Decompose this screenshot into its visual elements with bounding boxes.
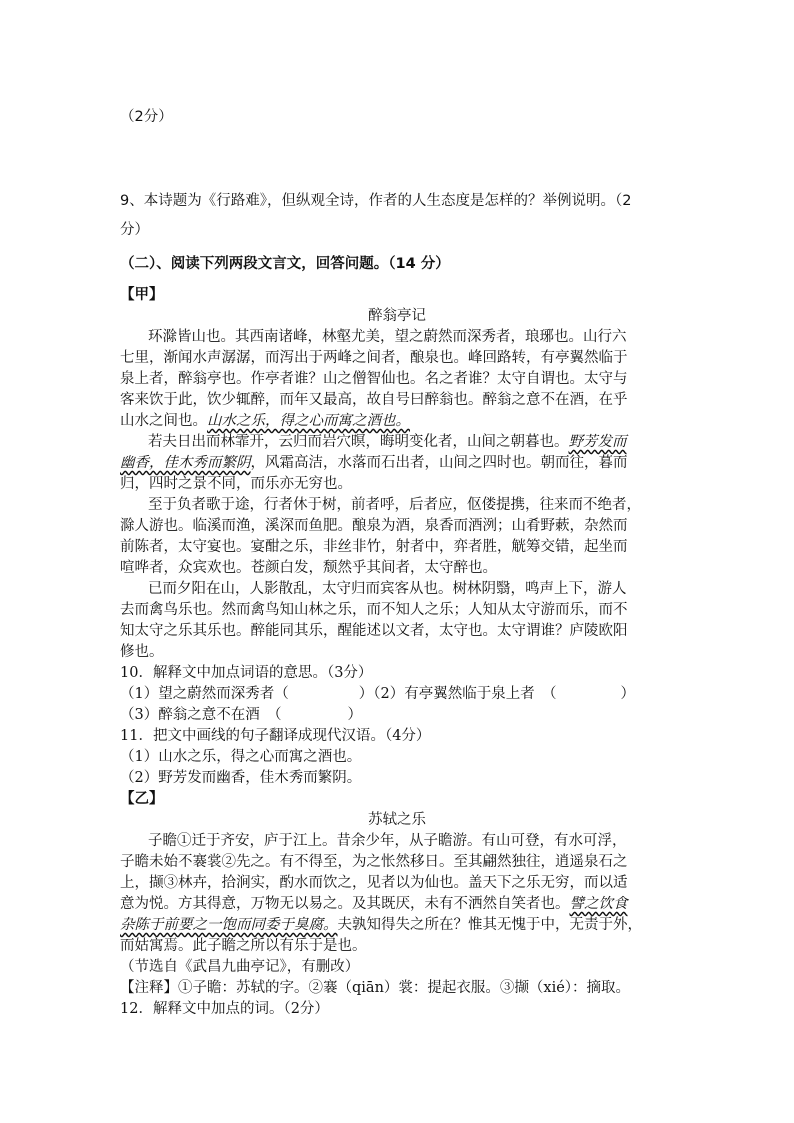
jia-text: 若夫日出而林霏开，云归而岩穴暝，晦明变化者，山间之朝暮也。 — [148, 434, 569, 450]
question-12-stem: 12．解释文中加点的词。（2分） — [120, 1001, 329, 1017]
yi-line: 而姑寓焉。此子瞻之所以有乐于是也。 — [120, 938, 367, 954]
passage-jia-title: 醉翁亭记 — [368, 308, 426, 324]
yi-text: 夫孰知得失之所在？惟其无愧于中，无责于外， — [337, 917, 642, 933]
q10-item3-close: ） — [347, 707, 362, 723]
q10-item2: （2）有亭翼然临于泉上者 （ — [373, 686, 557, 702]
jia-line — [120, 410, 410, 432]
jia-line: 修也。 — [120, 644, 164, 660]
question-9-line2: 分） — [120, 222, 149, 238]
jia-line: 至于负者歌于途，行者休于树，前者呼，后者应，伛偻提携，往来而不绝者， — [148, 497, 641, 513]
jia-line: 泉上者，醉翁亭也。作亭者谁？山之僧智仙也。名之者谁？太守自谓也。太守与 — [120, 371, 628, 387]
jia-text: ，风霜高洁，水落而石出者，山间之四时也。朝而往，暮而 — [250, 455, 628, 471]
yi-underlined-sentence: 譬之饮食 — [569, 896, 628, 912]
yi-text: 意为悦。方其得意，万物无以易之。及其既厌，未有不洒然自笑者也。 — [120, 896, 570, 912]
jia-line: 客来饮于此，饮少辄醉，而年又最高，故自号曰醉翁也。醉翁之意不在酒，在乎 — [120, 392, 628, 408]
jia-line: 七里，渐闻水声潺潺，而泻出于两峰之间者，酿泉也。峰回路转，有亭翼然临于 — [120, 350, 628, 366]
jia-text: 山水之间也。 — [120, 413, 207, 429]
jia-line: 去而禽鸟乐也。然而禽鸟知山林之乐，而不知人之乐；人知从太守游而乐，而不 — [120, 602, 628, 618]
underlined-sentence-2: 野芳发而 — [568, 434, 627, 450]
jia-line: 滁人游也。临溪而渔，溪深而鱼肥。酿泉为酒，泉香而酒洌；山肴野蔌，杂然而 — [120, 518, 628, 534]
passage-yi-title: 苏轼之乐 — [368, 812, 426, 828]
section-2-heading: （二）、阅读下列两段文言文，回答问题。（14 分） — [120, 256, 450, 272]
question-10-items-row2 — [120, 704, 362, 726]
q10-item2-close: ） — [620, 686, 635, 702]
jia-line: 知太守之乐其乐也。醉能同其乐，醒能述以文者，太守也。太守谓谁？庐陵欧阳 — [120, 623, 628, 639]
jia-line: 喧哗者，众宾欢也。苍颜白发，颓然乎其间者，太守醉也。 — [120, 560, 497, 576]
question-9-line1: 9、本诗题为《行路难》，但纵观全诗，作者的人生态度是怎样的？举例说明。（2 — [120, 193, 632, 209]
q10-item3: （3）醉翁之意不在酒 （ — [120, 707, 282, 723]
yi-annotation: 【注释】①子瞻：苏轼的字。②褰（qiān）裳：提起衣服。③撷（xié）：摘取。 — [120, 980, 631, 996]
jia-line — [120, 452, 628, 474]
underlined-sentence-1: 山水之乐，得之心而寓之酒也。 — [207, 413, 410, 429]
previous-question-score: （2分） — [120, 109, 173, 125]
yi-line — [120, 914, 642, 936]
jia-line: 环滁皆山也。其西南诸峰，林壑尤美，望之蔚然而深秀者，琅琊也。山行六 — [148, 329, 627, 345]
question-11-item2: （2）野芳发而幽香，佳木秀而繁阴。 — [120, 770, 362, 786]
q10-item1: （1）望之蔚然而深秀者（ — [120, 686, 289, 702]
underlined-sentence-2-cont: 幽香，佳木秀而繁阴 — [120, 455, 251, 471]
passage-yi-label: 【乙】 — [120, 791, 164, 807]
jia-line: 归，四时之景不同，而乐亦无穷也。 — [120, 476, 352, 492]
yi-underlined-sentence-cont: 杂陈于前要之一饱而同委于臭腐。 — [120, 917, 338, 933]
jia-line — [148, 431, 627, 453]
yi-source: （节选自《武昌九曲亭记》，有删改） — [120, 959, 360, 975]
jia-line: 已而夕阳在山，人影散乱，太守归而宾客从也。树林阴翳，鸣声上下，游人 — [148, 581, 627, 597]
question-10-stem: 10．解释文中加点词语的意思。（3分） — [120, 665, 373, 681]
question-11-stem: 11．把文中画线的句子翻译成现代汉语。（4分） — [120, 728, 431, 744]
yi-line: 上，撷③林卉，拾涧实，酌水而饮之，见者以为仙也。盖天下之乐无穷，而以适 — [120, 875, 628, 891]
question-10-items-row1 — [120, 683, 635, 705]
yi-line — [120, 893, 628, 915]
yi-line: 子瞻①迁于齐安，庐于江上。昔余少年，从子瞻游。有山可登，有水可浮， — [148, 833, 627, 849]
yi-line: 子瞻未始不褰裳②先之。有不得至，为之怅然移日。至其翩然独往，逍遥泉石之 — [120, 854, 628, 870]
jia-line: 前陈者，太守宴也。宴酣之乐，非丝非竹，射者中，弈者胜，觥筹交错，起坐而 — [120, 539, 628, 555]
question-11-item1: （1）山水之乐，得之心而寓之酒也。 — [120, 749, 362, 765]
q10-item1-close: ） — [358, 686, 374, 702]
passage-jia-label: 【甲】 — [120, 287, 164, 303]
